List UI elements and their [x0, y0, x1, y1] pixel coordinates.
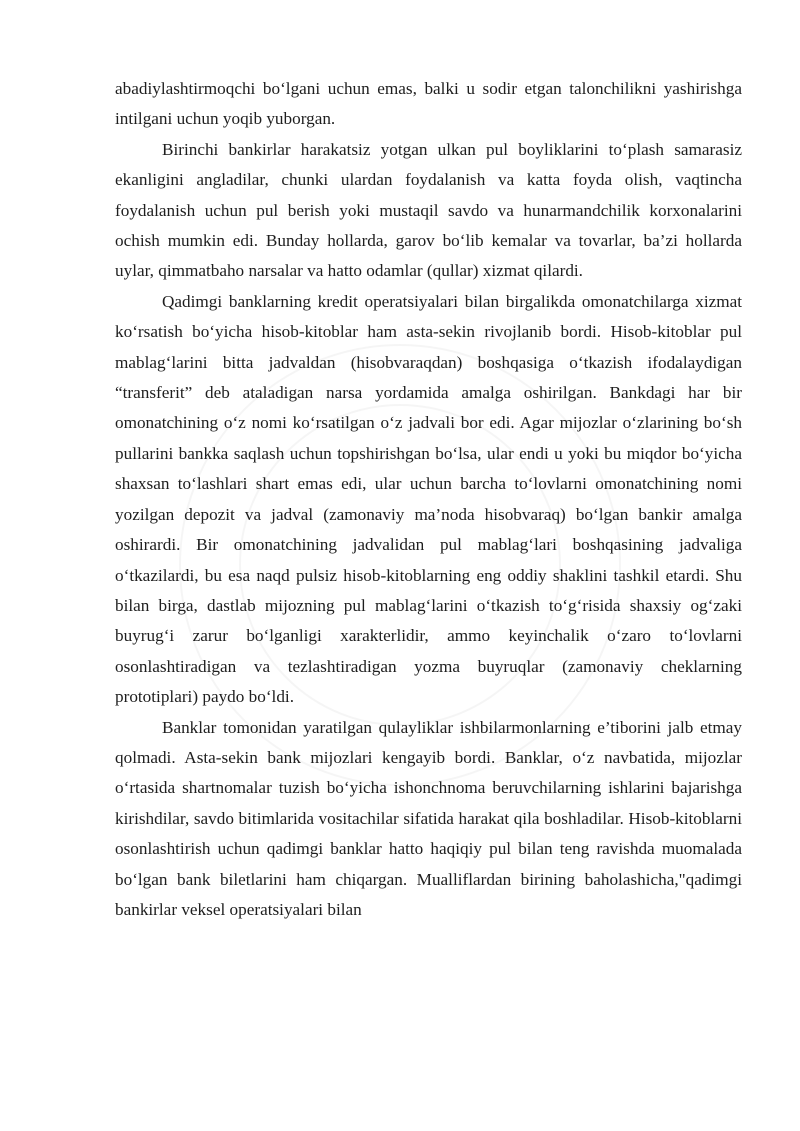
paragraph-2: Birinchi bankirlar harakatsiz yotgan ulkan pul boyliklarini to‘plash samarasiz ekanligini angladilar, chunki ulardan foydalanish va katta foyda olish, vaqtincha foydalanish uchun pul berish yoki mustaqil savdo va hunarmandchilik korxonalarini ochish mumkin edi. Bunday hollarda, garov bo‘lib kemalar va tovarlar, ba’zi hollarda uylar, qimmatbaho narsalar va hatto odamlar (qullar) xizmat qilardi. — [115, 139, 742, 281]
document-body — [115, 74, 742, 925]
paragraph-3: Qadimgi banklarning kredit operatsiyalari bilan birgalikda omonatchilarga xizmat ko‘rsatish bo‘yicha hisob-kitoblar ham asta-sekin rivojlanib bordi. Hisob-kitoblar pul mablag‘larini bitta jadvaldan (hisobvaraqdan) boshqasiga o‘tkazish ifodalaydigan “transferit” deb ataladigan narsa yordamida amalga oshirilgan. Bankdagi har bir omonatchining o‘z nomi ko‘rsatilgan o‘z jadvali bor edi. Agar mijozlar o‘zlarining bo‘sh pullarini bankka saqlash uchun topshirishgan bo‘lsa, ular endi u yoki bu miqdor bo‘yicha shaxsan to‘lashlari shart emas edi, ular uchun barcha to‘lovlarni omonatchining nomi yozilgan depozit va jadval (zamonaviy ma’noda hisobvaraq) bo‘lgan bankir amalga oshirardi. Bir omonatchining jadvalidan pul mablag‘lari boshqasining jadvaliga o‘tkazilardi, bu esa naqd pulsiz hisob-kitoblarning eng oddiy shaklini tashkil etardi. Shu bilan birga, dastlab mijozning pul mablag‘larini o‘tkazish to‘g‘risida shaxsiy og‘zaki buyrug‘i zarur bo‘lganligi xarakterlidir, ammo keyinchalik o‘zaro to‘lovlarni osonlashtiradigan va tezlashtiradigan yozma buyruqlar (zamonaviy cheklarning prototiplari) paydo bo‘ldi. — [115, 291, 742, 707]
paragraph-1: abadiylashtirmoqchi bo‘lgani uchun emas, balki u sodir etgan talonchilikni yashirishga intilgani uchun yoqib yuborgan. — [115, 79, 742, 129]
paragraph-4: Banklar tomonidan yaratilgan qulayliklar ishbilarmonlarning e’tiborini jalb etmay qolmadi. Asta-sekin bank mijozlari kengayib bordi. Banklar, o‘z navbatida, mijozlar o‘rtasida shartnomalar tuzish bo‘yicha ishonchnoma beruvchilarning ishlarini bajarishga kirishdilar, savdo bitimlarida vositachilar sifatida harakat qila boshladilar. Hisob-kitoblarni osonlashtirish uchun qadimgi banklar hatto haqiqiy pul bilan teng ravishda muomalada bo‘lgan bank biletlarini ham chiqargan. Mualliflardan birining baholashicha,"qadimgi bankirlar veksel operatsiyalari bilan — [115, 717, 742, 919]
